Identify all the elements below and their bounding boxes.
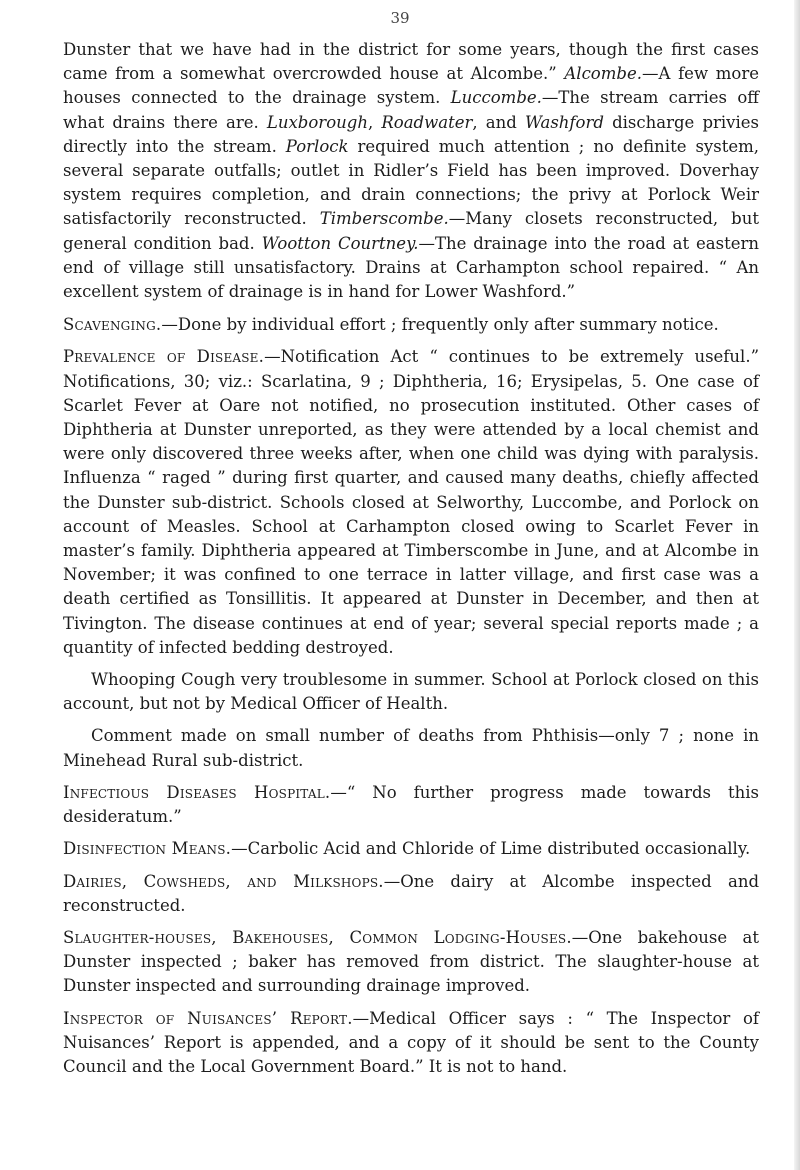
place-name: Luxborough bbox=[266, 112, 368, 132]
paragraph-prevalence-of-disease bbox=[63, 345, 759, 660]
text-run: Comment made on small number of deaths from Phthisis—only 7 ; none in Minehead Rural sub-district. bbox=[63, 726, 759, 770]
section-heading: Infectious Diseases Hospital. bbox=[63, 782, 331, 802]
place-name: Washford bbox=[524, 112, 604, 132]
place-name: Luccombe. bbox=[450, 88, 542, 108]
section-heading: Prevalence of Disease. bbox=[63, 347, 265, 367]
section-heading: Dairies, Cowsheds, and Milkshops. bbox=[63, 871, 384, 891]
text-run: , and bbox=[472, 112, 525, 132]
place-name: Wootton Courtney. bbox=[261, 233, 419, 253]
place-name: Timberscombe. bbox=[319, 209, 449, 229]
place-name: Alcombe. bbox=[564, 64, 642, 84]
text-run: —One dairy at Alcombe inspected and reconstructed. bbox=[63, 871, 760, 915]
place-name: Porlock bbox=[285, 136, 349, 156]
paragraph-disinfection-means bbox=[63, 837, 759, 861]
paragraph-whooping-cough bbox=[63, 668, 759, 716]
paragraph-inspector-report bbox=[63, 1007, 759, 1080]
text-run: Dunster that we have had in the district for some years, though the first cases came from a somewhat overcrowded house at Alcombe.” bbox=[63, 40, 759, 84]
paragraph-slaughter-houses bbox=[63, 926, 759, 999]
section-heading: Slaughter-houses, Bakehouses, Common Lodging-Houses. bbox=[63, 927, 572, 947]
section-heading: Scavenging. bbox=[63, 315, 162, 335]
section-heading: Disinfection Means. bbox=[63, 839, 232, 859]
paragraph-infectious-diseases-hospital bbox=[63, 781, 759, 829]
text-run: , bbox=[367, 112, 382, 132]
text-run: required much attention ; no definite system, several separate outfalls; outlet in Ridler’s Field has been improved. Doverhay system requires completion, and drain connections; the privy at Porlock Weir satisfactorily reconstructed. bbox=[63, 136, 759, 229]
paragraph-phthisis bbox=[63, 724, 759, 772]
page-body bbox=[63, 38, 759, 1087]
text-run: —The stream carries off what drains there are. bbox=[63, 88, 759, 132]
text-run: —The drainage into the road at eastern end of village still unsatisfactory. Drains at Carhampton school repaired. “ An excellent system of drainage is in hand for Lower Washford.” bbox=[63, 233, 759, 302]
text-run: discharge privies directly into the stream. bbox=[63, 112, 760, 156]
text-run: —Many closets reconstructed, but general condition bad. bbox=[63, 209, 759, 253]
paragraph-drainage bbox=[63, 38, 759, 304]
text-run: —A few more houses connected to the drainage system. bbox=[63, 64, 759, 108]
section-heading: Inspector of Nuisances’ Report. bbox=[63, 1008, 353, 1028]
text-run: —One bakehouse at Dunster inspected ; baker has removed from district. The slaughter-house at Dunster inspected and surrounding drainage improved. bbox=[63, 927, 759, 996]
text-run: —Medical Officer says : “ The Inspector of Nuisances’ Report is appended, and a copy of it should be sent to the County Council and the Local Government Board.” It is not to hand. bbox=[63, 1008, 759, 1076]
place-name: Roadwater bbox=[381, 112, 473, 132]
text-run: —Notification Act “ continues to be extremely useful.” Notifications, 30; viz.: Scarlatina, 9 ; Diphtheria, 16; Erysipelas, 5. One case of Scarlet Fever at Oare not notified, no prosecution instituted. Other cases of Diphtheria at Dunster unreported, as they were attended by a local chemist and were only discovered three weeks after, when one child was dying with paralysis. Influenza “ raged ” during first quarter, and caused many deaths, chiefly affected the Dunster sub-district. Schools closed at Selworthy, Luccombe, and Porlock on account of Measles. School at Carhampton closed owing to Scarlet Fever in master’s family. Diphtheria appeared at Timberscombe in June, and at Alcombe in November; it was confined to one terrace in latter village, and first case was a death certified as Tonsillitis. It appeared at Dunster in December, and then at Tivington. The disease continues at end of year; several special reports made ; a quantity of infected bedding destroyed. bbox=[63, 347, 759, 657]
page-number: 39 bbox=[390, 9, 410, 27]
text-run: —“ No further progress made towards this desideratum.” bbox=[63, 782, 759, 827]
paragraph-scavenging bbox=[63, 313, 759, 337]
page-edge-shadow bbox=[794, 0, 800, 1170]
paragraph-dairies bbox=[63, 870, 759, 918]
text-run: —Done by individual effort ; frequently only after summary notice. bbox=[161, 315, 719, 335]
text-run: —Carbolic Acid and Chloride of Lime distributed occasionally. bbox=[231, 839, 751, 859]
text-run: Whooping Cough very troublesome in summer. School at Porlock closed on this account, but not by Medical Officer of Health. bbox=[63, 670, 759, 714]
